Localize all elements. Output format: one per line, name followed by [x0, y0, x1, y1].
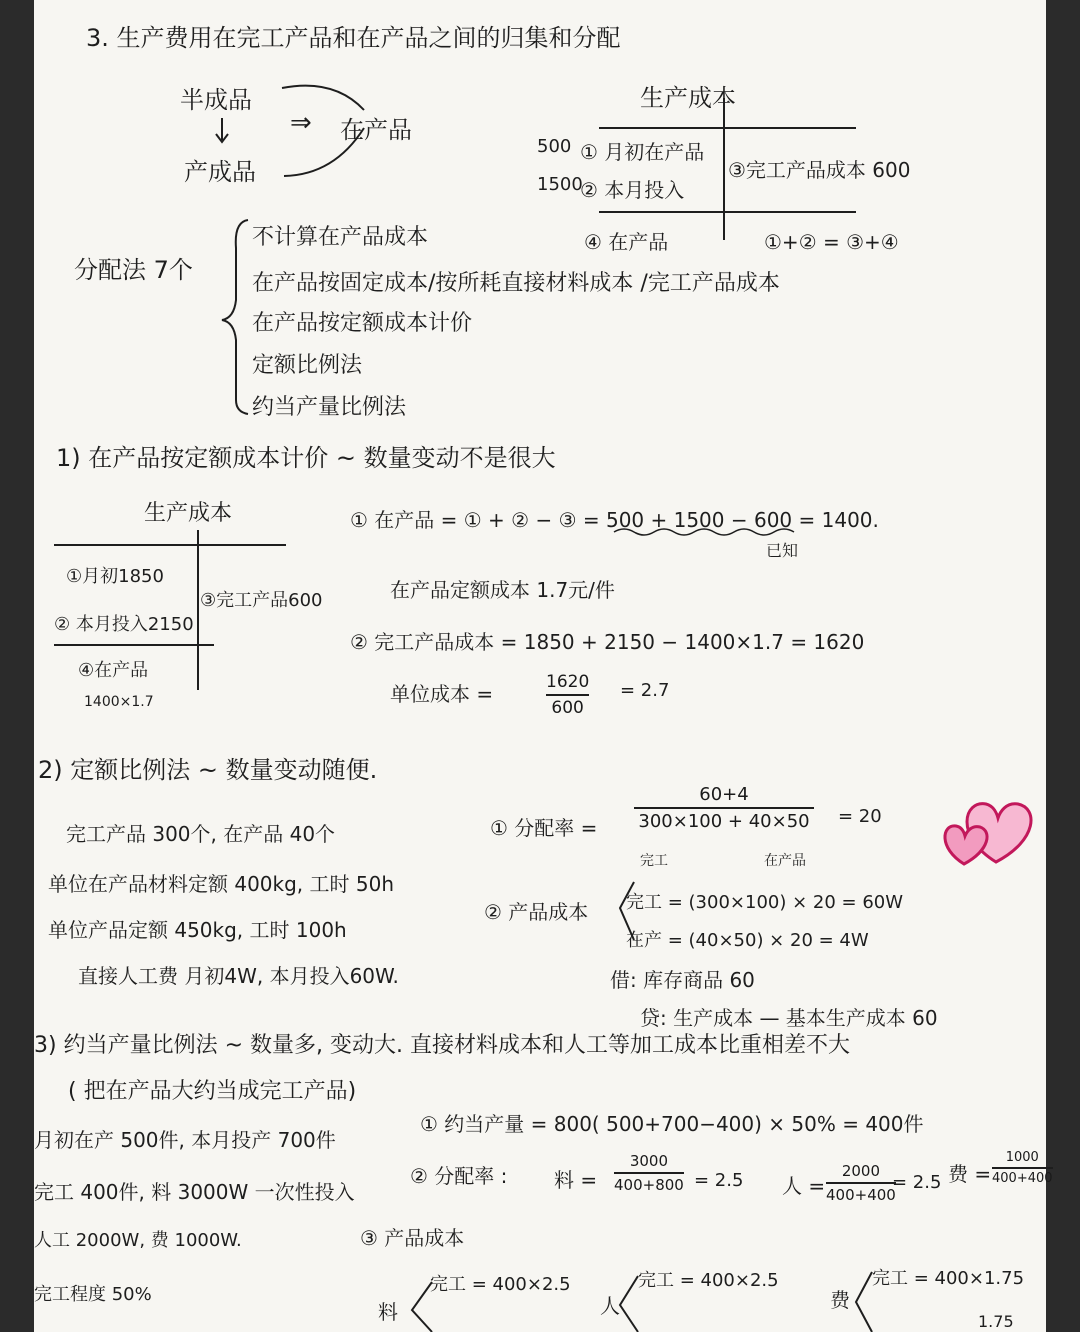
s1-unit-num: 1620 — [546, 672, 590, 692]
s3-ren-den: 400+400 — [826, 1186, 896, 1204]
s3-rate-label: ② 分配率 : — [410, 1164, 508, 1188]
t1-right-finished: ③完工产品成本 600 — [728, 158, 911, 182]
s3-ren: 人 = — [782, 1174, 826, 1198]
s3-liao-result: = 2.5 — [694, 1170, 744, 1191]
s2-rate-result: = 20 — [838, 806, 882, 827]
section1-heading: 1) 在产品按定额成本计价 ~ 数量变动不是很大 — [56, 444, 556, 472]
t1-amount-begin: 500 — [537, 136, 572, 157]
s3-liao-fraction — [614, 1152, 684, 1194]
s3-tail-value: 1.75 — [978, 1312, 1014, 1331]
t1-amount-input: 1500 — [537, 174, 583, 195]
s3-liao-num: 3000 — [629, 1152, 669, 1170]
method-3: 在产品按定额成本计价 — [252, 311, 473, 336]
fraction-bar — [546, 694, 589, 696]
s1-left-begin: ①月初1850 — [66, 566, 164, 587]
s3-fei-num: 1000 — [1005, 1150, 1039, 1165]
s2-rate-den: 300×100 + 40×50 — [638, 811, 810, 832]
page-title: 3. 生产费用在完工产品和在产品之间的归集和分配 — [86, 24, 621, 52]
brace-fei — [856, 1272, 872, 1332]
s1-bottom-calc: 1400×1.7 — [84, 694, 154, 710]
s2-den-note-finished: 完工 — [640, 853, 668, 869]
methods-label: 分配法 7个 — [74, 256, 193, 284]
s1-unit-den: 600 — [551, 698, 584, 718]
s3-fact-3: 人工 2000W, 费 1000W. — [34, 1230, 242, 1251]
brace-liao — [412, 1282, 432, 1332]
s3-cost-liao-key: 料 — [378, 1300, 398, 1324]
s1-eq2: ② 完工产品成本 = 1850 + 2150 − 1400×1.7 = 1620 — [350, 630, 865, 654]
s1-known: 已知 — [766, 541, 799, 560]
heart-small — [945, 826, 987, 864]
fraction-bar — [634, 807, 814, 809]
s2-den-note-wip: 在产品 — [764, 853, 806, 869]
section3-heading: 3) 约当产量比例法 ~ 数量多, 变动大. 直接材料成本和人工等加工成本比重相差不大 — [34, 1033, 850, 1058]
s1-unit-result: = 2.7 — [620, 680, 670, 701]
hearts-sticker — [934, 784, 1044, 874]
s2-cost-label: ② 产品成本 — [484, 900, 589, 924]
s3-fei: 费 = — [948, 1162, 992, 1186]
s1-bottom-wip: ④在产品 — [78, 660, 149, 681]
s3-ren-result: = 2.5 — [892, 1172, 942, 1193]
s3-liao: 料 = — [554, 1168, 598, 1192]
s1-unit-fraction — [546, 672, 589, 718]
s1-unit-label: 单位成本 = — [390, 682, 494, 706]
s3-ren-fraction — [826, 1162, 896, 1204]
s3-liao-den: 400+800 — [614, 1176, 684, 1194]
s3-cost-liao: 完工 = 400×2.5 — [430, 1274, 571, 1295]
s2-fact-2: 单位在产品材料定额 400kg, 工时 50h — [48, 872, 395, 896]
flow-double-arrow: ⇒ — [290, 108, 312, 138]
curve-arrow-top — [282, 86, 364, 110]
s2-journal-credit: 贷: 生产成本 — 基本生产成本 60 — [640, 1006, 938, 1030]
s3-note: ( 把在产品大约当成完工产品) — [68, 1079, 357, 1104]
fraction-bar — [826, 1182, 896, 1184]
s3-ren-num: 2000 — [841, 1162, 881, 1180]
notebook-page — [34, 0, 1053, 1332]
t1-label-input: ② 本月投入 — [580, 178, 685, 202]
down-arrow — [216, 118, 228, 142]
s1-quota: 在产品定额成本 1.7元/件 — [390, 578, 615, 602]
flow-finished: 产成品 — [184, 158, 256, 186]
s3-fact-1: 月初在产 500件, 本月投产 700件 — [34, 1128, 336, 1152]
s2-cost-wip: 在产 = (40×50) × 20 = 4W — [626, 930, 869, 951]
section2-heading: 2) 定额比例法 ~ 数量变动随便. — [38, 756, 378, 784]
s2-fact-4: 直接人工费 月初4W, 本月投入60W. — [78, 964, 399, 988]
s3-cost-ren-key: 人 — [600, 1294, 620, 1318]
s2-cost-finished: 完工 = (300×100) × 20 = 60W — [626, 892, 904, 913]
fraction-bar — [614, 1172, 684, 1174]
s3-fei-den: 400+400 — [992, 1171, 1053, 1186]
method-5: 约当产量比例法 — [252, 395, 407, 420]
s2-rate-fraction — [634, 784, 814, 832]
flow-semi-finished: 半成品 — [180, 86, 252, 114]
flow-wip: 在产品 — [340, 116, 412, 144]
s2-fact-3: 单位产品定额 450kg, 工时 100h — [48, 918, 347, 942]
s2-rate-num: 60+4 — [699, 784, 749, 805]
s1-eq1: ① 在产品 = ① + ② − ③ = 500 + 1500 − 600 = 1400. — [350, 508, 879, 532]
t1-formula: ①+② = ③+④ — [764, 230, 899, 254]
t-account-1-title: 生产成本 — [640, 84, 736, 112]
s3-cost-ren: 完工 = 400×2.5 — [638, 1270, 779, 1291]
s3-fact-2: 完工 400件, 料 3000W 一次性投入 — [34, 1180, 355, 1204]
s3-cost-fei: 完工 = 400×1.75 — [872, 1268, 1025, 1289]
s2-fact-1: 完工产品 300个, 在产品 40个 — [66, 822, 336, 846]
brace-ren — [620, 1276, 638, 1332]
section1-account-title: 生产成本 — [144, 501, 233, 526]
methods-brace — [222, 220, 248, 414]
s3-fei-fraction — [992, 1150, 1053, 1186]
s1-right-finished: ③完工产品600 — [200, 590, 323, 611]
s2-journal-debit: 借: 库存商品 60 — [610, 968, 755, 992]
s3-cost-fei-key: 费 — [830, 1288, 850, 1312]
fraction-bar — [992, 1167, 1053, 1169]
method-2: 在产品按固定成本/按所耗直接材料成本 /完工产品成本 — [252, 271, 780, 296]
s2-rate-label: ① 分配率 = — [490, 816, 598, 840]
method-1: 不计算在产品成本 — [252, 225, 429, 250]
s3-fact-4: 完工程度 50% — [34, 1284, 152, 1305]
method-4: 定额比例法 — [252, 353, 363, 378]
s1-left-input: ② 本月投入2150 — [54, 614, 194, 635]
t1-label-begin: ① 月初在产品 — [580, 140, 705, 164]
t1-bottom-wip: ④ 在产品 — [584, 230, 669, 254]
s3-cost-label: ③ 产品成本 — [360, 1226, 465, 1250]
s3-eq1: ① 约当产量 = 800( 500+700−400) × 50% = 400件 — [420, 1112, 924, 1136]
